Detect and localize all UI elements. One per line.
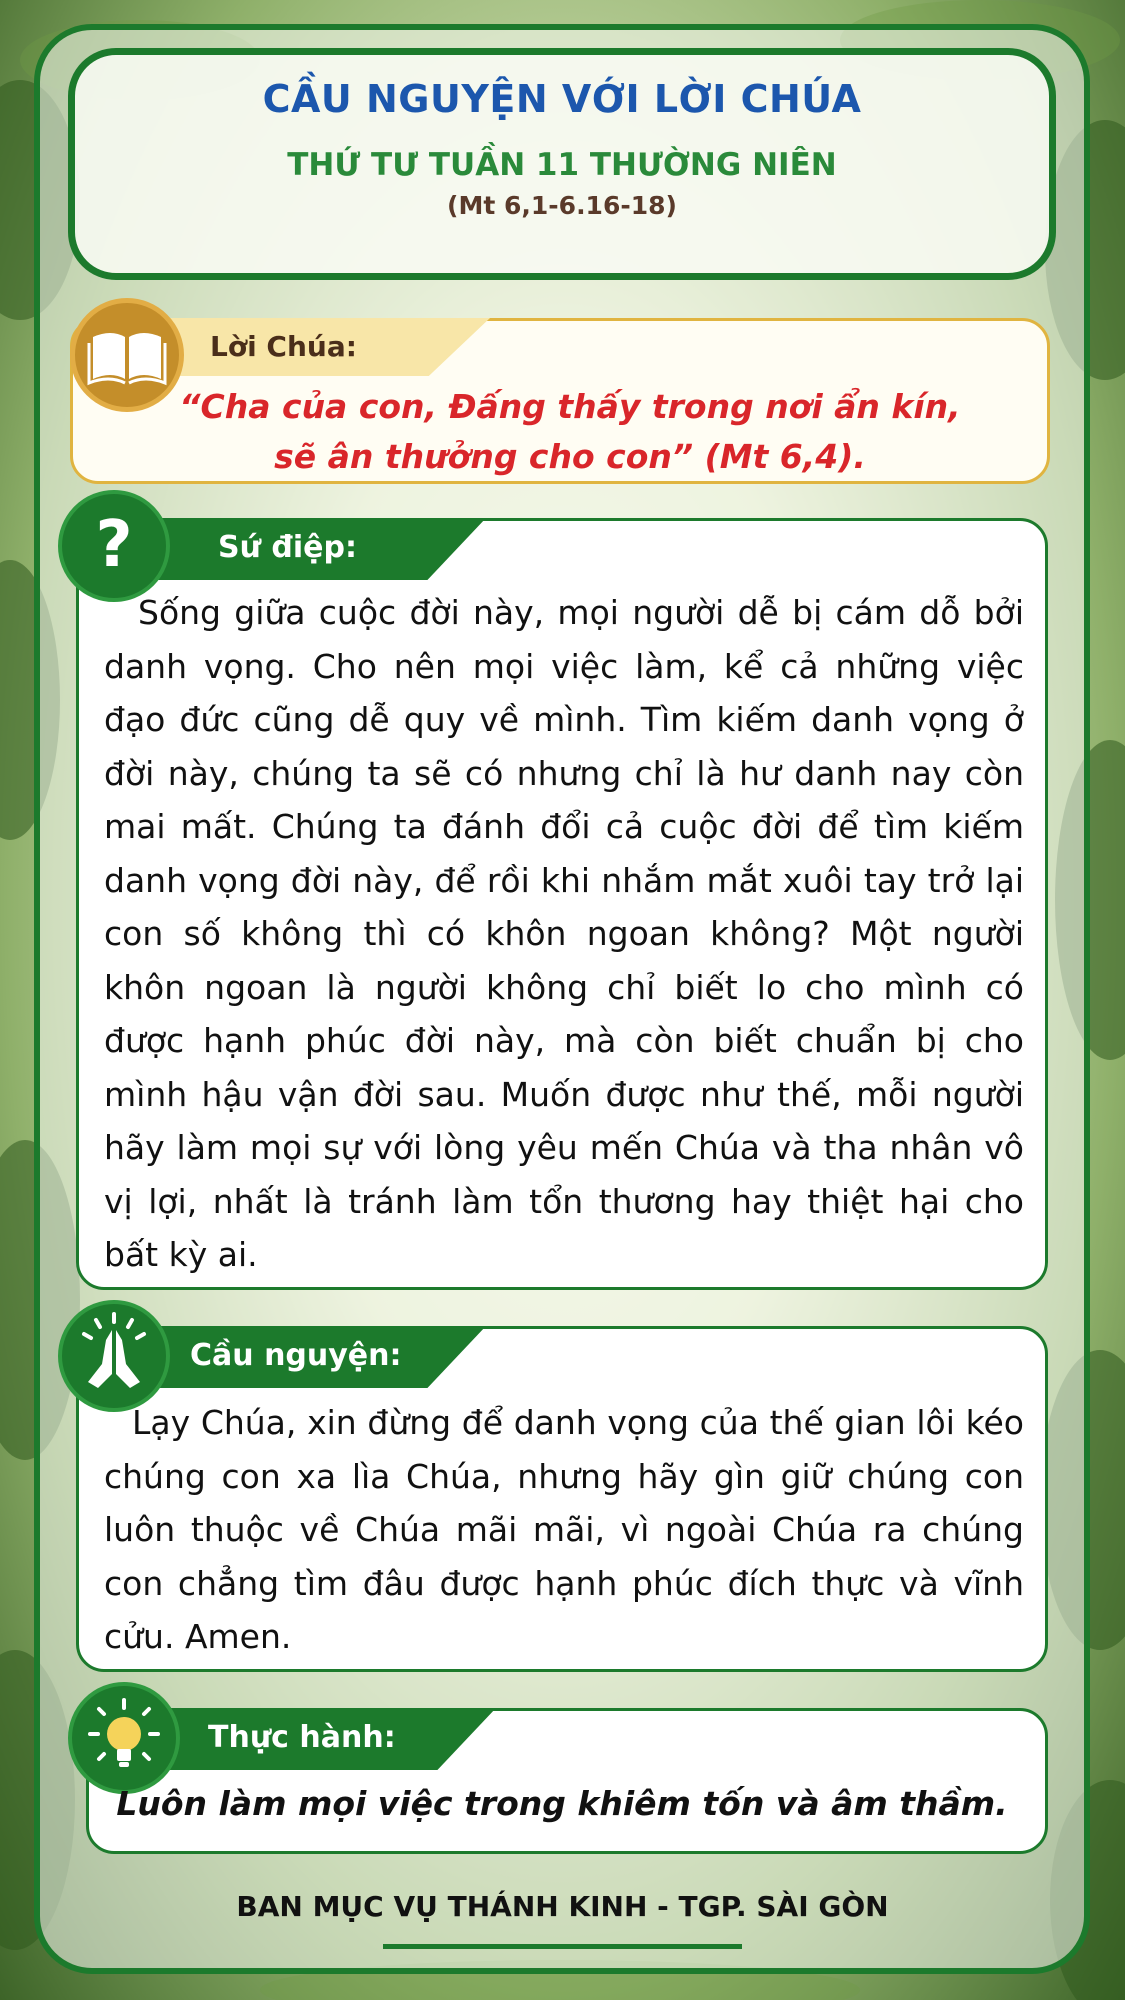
word-of-god-quote [150, 382, 990, 482]
lightbulb-icon [68, 1682, 180, 1794]
quote-line-2: sẽ ân thưởng cho con” (Mt 6,4). [274, 437, 866, 476]
message-body: Sống giữa cuộc đời này, mọi người dễ bị cám dỗ bởi danh vọng. Cho nên mọi việc làm, kể cả những việc đạo đức cũng dễ quy về mình. Tìm kiếm danh vọng ở đời này, chúng ta sẽ có nhưng chỉ là hư danh nay còn mai mất. Chúng ta đánh đổi cả cuộc đời để tìm kiếm danh vọng đời này, để rồi khi nhắm mắt xuôi tay trở lại con số không thì có khôn ngoan không? Một người khôn ngoan là người không chỉ biết lo cho mình có được hạnh phúc đời này, mà còn biết chuẩn bị cho mình hậu vận đời sau. Muốn được như thế, mỗi người hãy làm mọi sự với lòng yêu mến Chúa và tha nhân vô vị lợi, nhất là tránh làm tổn thương hay thiệt hại cho bất kỳ ai. [104, 593, 1024, 1274]
quote-line-1: “Cha của con, Đấng thấy trong nơi ẩn kín, [179, 387, 961, 426]
prayer-text [104, 1396, 1024, 1664]
header-box [68, 48, 1056, 280]
practice-text: Luôn làm mọi việc trong khiêm tốn và âm thầm. [116, 1784, 1008, 1823]
prayer-label: Cầu nguyện: [190, 1338, 402, 1373]
message-label: Sứ điệp: [218, 530, 357, 565]
footer-credit: BAN MỤC VỤ THÁNH KINH - TGP. SÀI GÒN [236, 1890, 889, 1923]
practice-label: Thực hành: [208, 1720, 396, 1755]
liturgical-day: THỨ TƯ TUẦN 11 THƯỜNG NIÊN [287, 147, 837, 183]
message-text [104, 586, 1024, 1282]
scripture-reference: (Mt 6,1-6.16-18) [447, 191, 677, 220]
word-of-god-label: Lời Chúa: [210, 330, 357, 363]
svg-text:?: ? [95, 508, 133, 582]
footer-underline [383, 1944, 742, 1949]
prayer-body: Lạy Chúa, xin đừng để danh vọng của thế gian lôi kéo chúng con xa lìa Chúa, nhưng hãy gìn giữ chúng con luôn thuộc về Chúa mãi mãi, vì ngoài Chúa ra chúng con chẳng tìm đâu được hạnh phúc đích thực và vĩnh cửu. Amen. [104, 1403, 1024, 1656]
page-title: CẦU NGUYỆN VỚI LỜI CHÚA [262, 77, 862, 121]
